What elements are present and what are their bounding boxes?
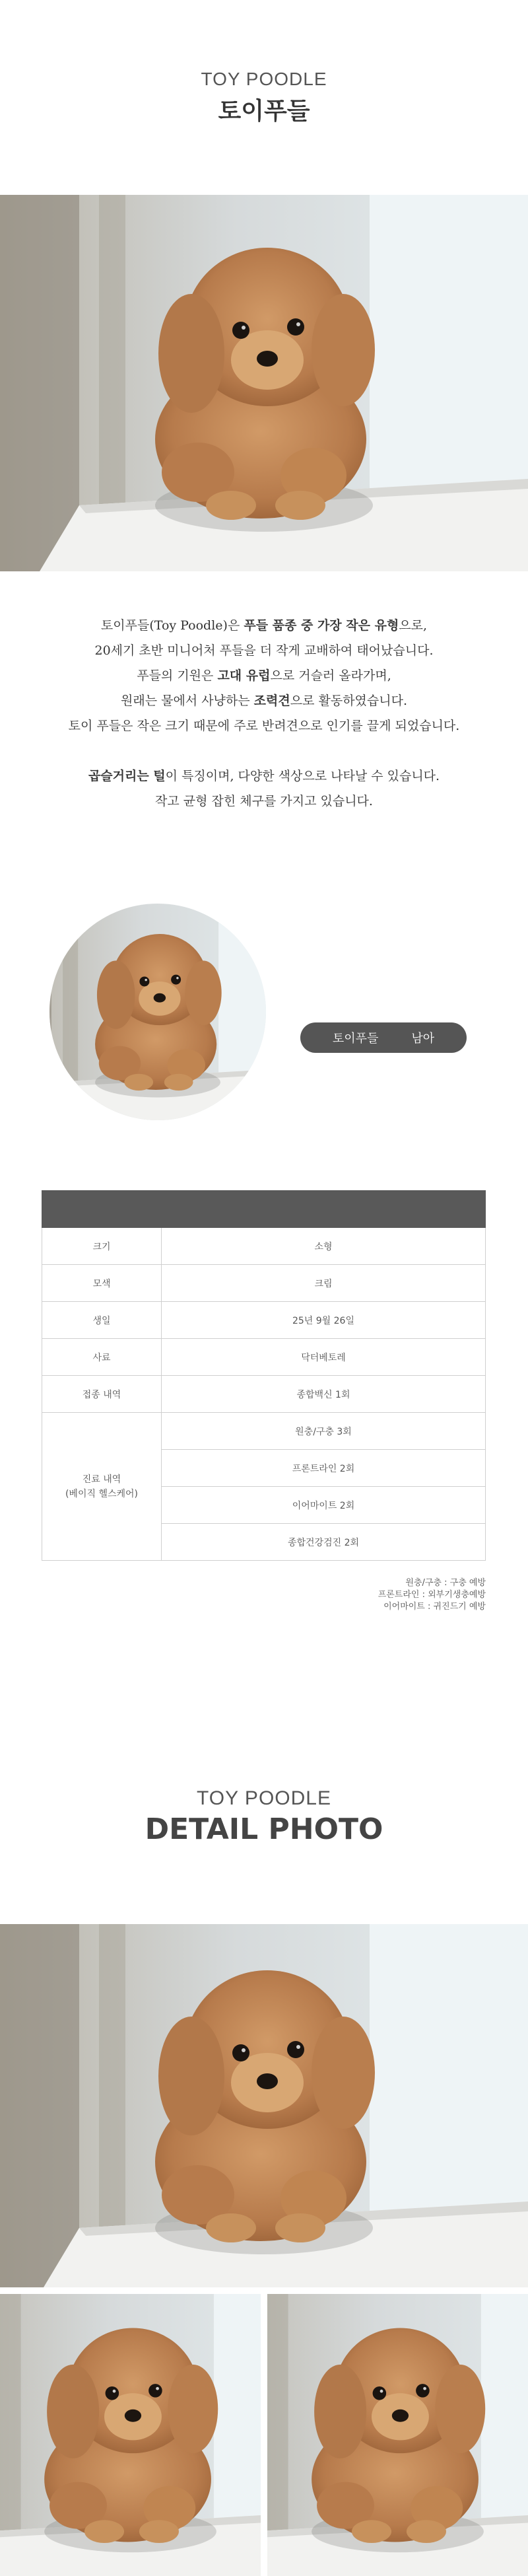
care-value: 이어마이트 2회 xyxy=(162,1487,486,1524)
desc-line: 푸들의 기원은 고대 유럽으로 거슬러 올라가며, xyxy=(137,668,391,683)
note-line: 프론트라인 : 외부기생충예방 xyxy=(378,1590,486,1600)
row-value: 크림 xyxy=(162,1265,486,1302)
care-label-line: (베이직 헬스케어) xyxy=(65,1488,139,1499)
detail-puppy-photo-large xyxy=(0,1924,528,2287)
care-notes xyxy=(378,1577,486,1613)
desc-line: 20세기 초반 미니어처 푸들을 더 작게 교배하여 태어났습니다. xyxy=(94,643,434,658)
row-value: 종합백신 1회 xyxy=(162,1376,486,1413)
table-row xyxy=(42,1339,486,1376)
desc-line: 토이푸들(Toy Poodle)은 푸들 품종 중 가장 작은 유형으로, xyxy=(100,618,428,633)
table-row xyxy=(42,1228,486,1265)
row-value: 닥터베토레 xyxy=(162,1339,486,1376)
header-title-ko: 토이푸들 xyxy=(218,98,310,125)
header-title-en: TOY POODLE xyxy=(201,69,327,89)
care-label-line: 진료 내역 xyxy=(82,1474,121,1485)
care-value: 종합건강검진 2회 xyxy=(162,1524,486,1561)
detail-title: DETAIL PHOTO xyxy=(145,1812,383,1846)
detail-puppy-photo-left xyxy=(0,2294,261,2576)
table-row xyxy=(42,1413,486,1450)
puppy-info-table xyxy=(42,1190,486,1561)
table-row xyxy=(42,1265,486,1302)
row-label: 모색 xyxy=(42,1265,162,1302)
desc-line: 토이 푸들은 작은 크기 때문에 주로 반려견으로 인기를 끌게 되었습니다. xyxy=(68,719,460,733)
gender-label: 남아 xyxy=(411,1032,435,1046)
breed-description xyxy=(0,613,528,814)
table-header-cell xyxy=(162,1191,486,1228)
care-value: 프론트라인 2회 xyxy=(162,1450,486,1487)
note-line: 이어마이트 : 귀진드기 예방 xyxy=(383,1602,486,1612)
detail-puppy-photo-right xyxy=(267,2294,528,2576)
row-label: 생일 xyxy=(42,1302,162,1339)
care-value: 원충/구충 3회 xyxy=(162,1413,486,1450)
desc-line: 원래는 물에서 사냥하는 조력견으로 활동하였습니다. xyxy=(121,694,407,708)
row-label: 사료 xyxy=(42,1339,162,1376)
profile-puppy-photo xyxy=(50,904,266,1120)
table-header-cell xyxy=(42,1191,162,1228)
hero-puppy-photo xyxy=(0,195,528,571)
desc-line: 작고 균형 잡힌 체구를 가지고 있습니다. xyxy=(155,794,373,808)
detail-title-en: TOY POODLE xyxy=(197,1787,331,1809)
row-value: 25년 9월 26일 xyxy=(162,1302,486,1339)
care-label xyxy=(42,1413,162,1561)
row-label: 크기 xyxy=(42,1228,162,1265)
profile-badge xyxy=(300,1022,467,1053)
desc-line: 곱슬거리는 털이 특징이며, 다양한 색상으로 나타날 수 있습니다. xyxy=(88,769,440,783)
table-header-row xyxy=(42,1191,486,1228)
breed-label: 토이푸들 xyxy=(332,1032,379,1046)
note-line: 원충/구충 : 구충 예방 xyxy=(405,1578,486,1588)
table-row xyxy=(42,1376,486,1413)
row-label: 접종 내역 xyxy=(42,1376,162,1413)
row-value: 소형 xyxy=(162,1228,486,1265)
table-row xyxy=(42,1302,486,1339)
